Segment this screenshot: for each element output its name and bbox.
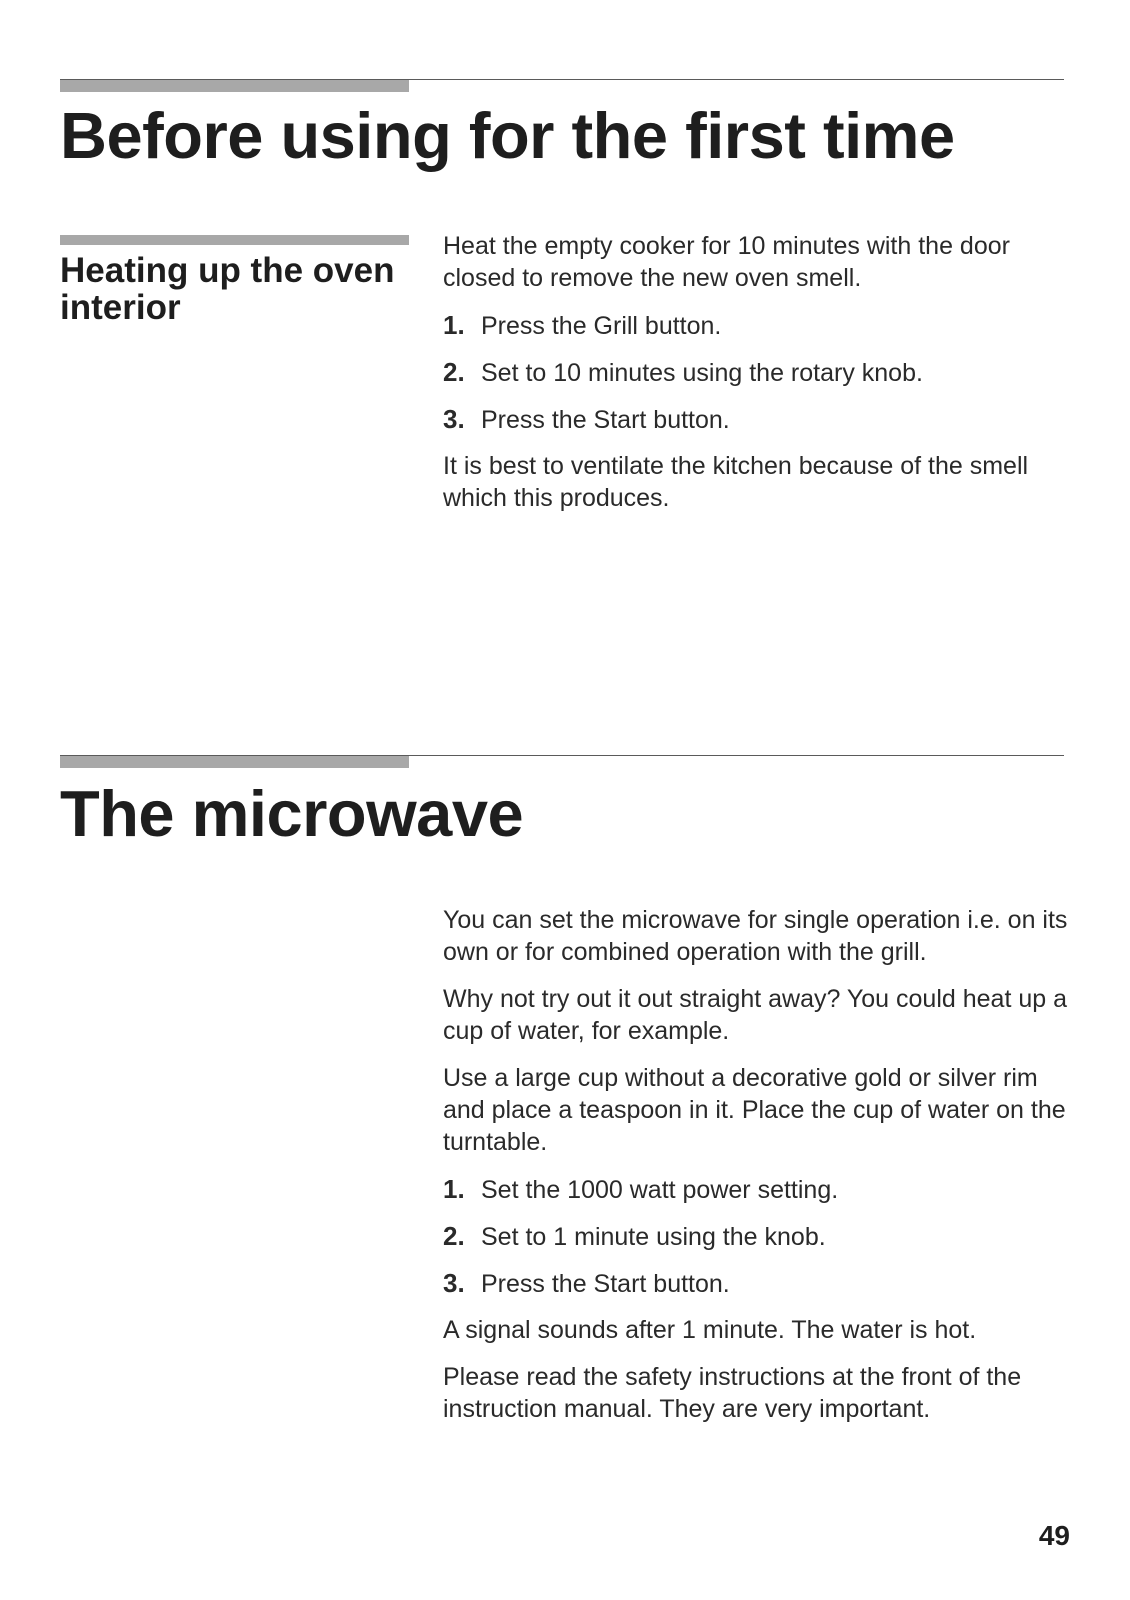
list-item: [443, 1173, 1073, 1206]
section-title-microwave: The microwave: [60, 777, 524, 850]
section-divider-bar: [60, 80, 409, 92]
section-divider-bar: [60, 756, 409, 768]
step-number: 2.: [443, 1221, 465, 1251]
microwave-result: A signal sounds after 1 minute. The water is hot.: [443, 1316, 977, 1344]
heating-note: It is best to ventilate the kitchen because of the smell which this produces.: [443, 452, 1029, 512]
list-item: [443, 1220, 1073, 1253]
step-number: 1.: [443, 310, 465, 340]
list-item: [443, 403, 1073, 436]
microwave-safety-note: Please read the safety instructions at the front of the instruction manual. They are very important.: [443, 1363, 1022, 1423]
step-number: 1.: [443, 1174, 465, 1204]
microwave-para-2: Why not try out it out straight away? You could heat up a cup of water, for example.: [443, 985, 1067, 1045]
step-text: Set to 10 minutes using the rotary knob.: [481, 359, 923, 387]
list-item: [443, 1267, 1073, 1300]
step-text: Press the Start button.: [481, 406, 730, 434]
step-text: Press the Start button.: [481, 1270, 730, 1298]
step-text: Press the Grill button.: [481, 312, 722, 340]
page-number: 49: [1038, 1520, 1070, 1551]
section-title-first-use: Before using for the first time: [60, 99, 955, 172]
subsection-heading-heating: Heating up the oven interior: [60, 251, 395, 327]
microwave-steps-list: [443, 1173, 1073, 1300]
step-text: Set to 1 minute using the knob.: [481, 1223, 826, 1251]
subsection-divider-bar: [60, 235, 409, 245]
microwave-instructions: [443, 904, 1073, 1440]
heating-instructions: [443, 230, 1073, 529]
heating-intro: Heat the empty cooker for 10 minutes with the door closed to remove the new oven smell.: [443, 232, 1010, 292]
step-number: 2.: [443, 357, 465, 387]
list-item: [443, 356, 1073, 389]
microwave-para-1: You can set the microwave for single operation i.e. on its own or for combined operation with the grill.: [443, 906, 1068, 966]
step-number: 3.: [443, 1268, 465, 1298]
microwave-para-3: Use a large cup without a decorative gold or silver rim and place a teaspoon in it. Place the cup of water on the turntable.: [443, 1064, 1066, 1156]
list-item: [443, 309, 1073, 342]
step-number: 3.: [443, 404, 465, 434]
step-text: Set the 1000 watt power setting.: [481, 1176, 839, 1204]
heating-steps-list: [443, 309, 1073, 436]
